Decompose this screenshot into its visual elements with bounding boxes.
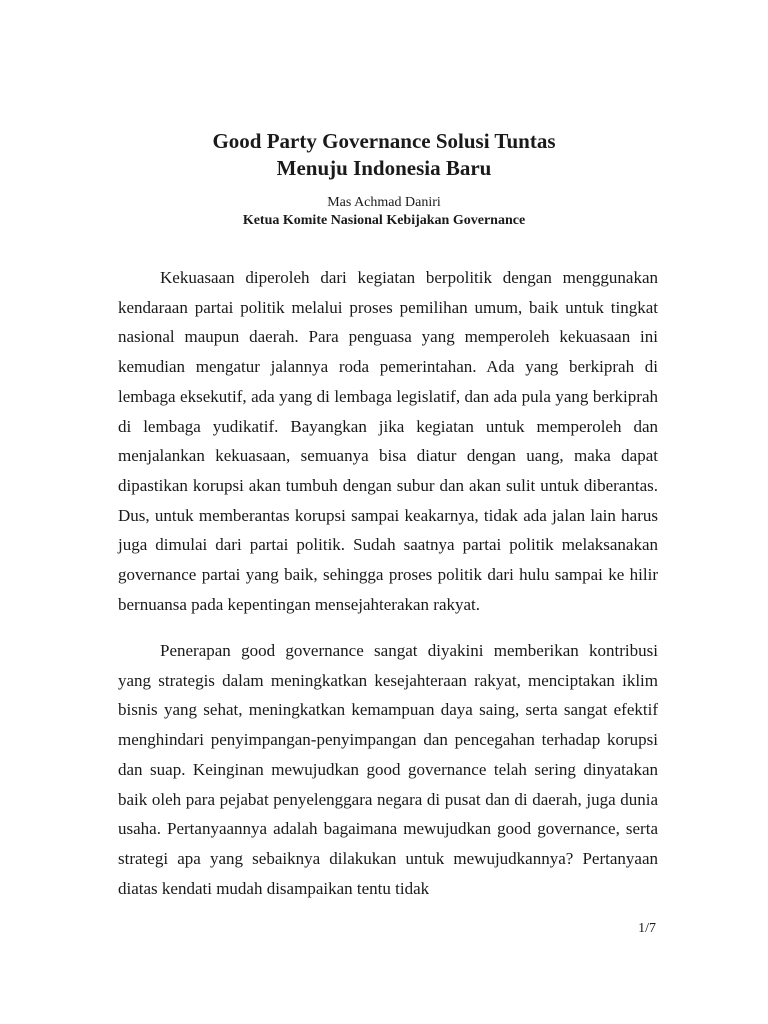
title-line-1: Good Party Governance Solusi Tuntas — [212, 129, 556, 153]
author-block — [0, 194, 768, 230]
author-name: Mas Achmad Daniri — [327, 195, 441, 210]
body-paragraph-1: Kekuasaan diperoleh dari kegiatan berpolitik dengan menggunakan kendaraan partai politik melalui proses pemilihan umum, baik untuk tingkat nasional maupun daerah. Para penguasa yang memperoleh kekuasaan ini kemudian mengatur jalannya roda pemerintahan. Ada yang berkiprah di lembaga eksekutif, ada yang di lembaga legislatif, dan ada pula yang berkiprah di lembaga yudikatif. Bayangkan jika kegiatan untuk memperoleh dan menjalankan kekuasaan, semuanya bisa diatur dengan uang, maka dapat dipastikan korupsi akan tumbuh dengan subur dan akan sulit untuk diberantas. Dus, untuk memberantas korupsi sampai keakarnya, tidak ada jalan lain harus juga dimulai dari partai politik. Sudah saatnya partai politik melaksanakan governance partai yang baik, sehingga proses politik dari hulu sampai ke hilir bernuansa pada kepentingan mensejahterakan rakyat. — [118, 268, 658, 614]
title-line-2: Menuju Indonesia Baru — [276, 156, 492, 180]
document-title — [0, 128, 768, 182]
body-paragraph-2: Penerapan good governance sangat diyakini memberikan kontribusi yang strategis dalam meningkatkan kesejahteraan rakyat, menciptakan iklim bisnis yang sehat, meningkatkan kemampuan daya saing, serta sangat efektif menghindari penyimpangan-penyimpangan dan pencegahan terhadap korupsi dan suap. Keinginan mewujudkan good governance telah sering dinyatakan baik oleh para pejabat penyelenggara negara di pusat dan di daerah, juga dunia usaha. Pertanyaannya adalah bagaimana mewujudkan good governance, serta strategi apa yang sebaiknya dilakukan untuk mewujudkannya? Pertanyaan diatas kendati mudah disampaikan tentu tidak — [118, 641, 658, 898]
page-number: 1/7 — [638, 921, 656, 936]
author-role: Ketua Komite Nasional Kebijakan Governance — [242, 213, 526, 228]
